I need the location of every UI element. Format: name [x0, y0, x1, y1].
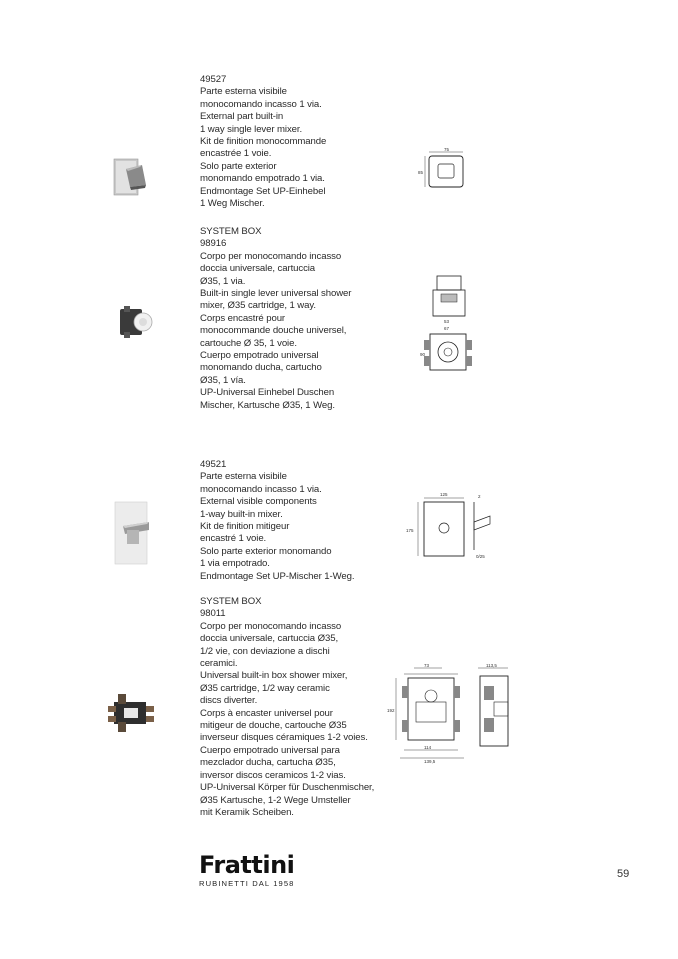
- text-line: 1/2 vie, con deviazione a dischi: [200, 645, 330, 657]
- text-line: Cuerpo empotrado universal: [200, 350, 319, 362]
- dim-label: 53: [444, 319, 450, 324]
- technical-drawing-98916: [418, 272, 480, 382]
- text-line: discs diverter.: [200, 695, 258, 707]
- text-line: Solo parte exterior: [200, 160, 277, 172]
- text-line: Endmontage Set UP-Einhebel: [200, 185, 326, 197]
- text-line: External part built-in: [200, 111, 284, 123]
- product-49521-description: [200, 459, 375, 583]
- text-line: ceramici.: [200, 658, 238, 670]
- text-line: encastrée 1 voie.: [200, 148, 272, 160]
- text-line: Parte esterna visibile: [200, 86, 287, 98]
- text-line: monomando empotrado 1 via.: [200, 173, 325, 185]
- product-code: 98011: [200, 608, 226, 620]
- text-line: mit Keramik Scheiben.: [200, 806, 294, 818]
- text-line: Endmontage Set UP-Mischer 1-Weg.: [200, 570, 355, 582]
- text-line: inverseur disques céramiques 1-2 voies.: [200, 732, 368, 744]
- dim-label: 90: [420, 352, 426, 357]
- text-line: Ø35, 1 vía.: [200, 374, 246, 386]
- text-line: mixer, Ø35 cartridge, 1 way.: [200, 300, 316, 312]
- brand-name: Frattini: [199, 851, 295, 879]
- product-code: 49527: [200, 74, 227, 85]
- text-line: Mischer, Kartusche Ø35, 1 Weg.: [200, 399, 335, 411]
- product-series: SYSTEM BOX: [200, 226, 262, 237]
- text-line: Ø35, 1 via.: [200, 275, 246, 287]
- text-line: UP-Universal Körper für Duschenmischer,: [200, 782, 375, 794]
- product-49527-description: [200, 74, 375, 210]
- product-98916-description: [200, 226, 375, 412]
- product-photo-49521: [113, 500, 153, 566]
- dim-label: 192: [387, 708, 395, 713]
- text-line: Corpo per monocomando incasso: [200, 250, 342, 262]
- technical-drawing-49521: [404, 490, 494, 562]
- dim-label: 73: [424, 663, 430, 668]
- technical-drawing-98011: [386, 662, 510, 766]
- brand-logo: [199, 852, 294, 888]
- dim-label: 0/25: [476, 554, 485, 559]
- text-line: Parte esterna visibile: [200, 471, 287, 483]
- text-line: Kit de finition mitigeur: [200, 521, 290, 533]
- text-line: inversor discos ceramicos 1-2 vias.: [200, 769, 346, 781]
- page-number: 59: [617, 868, 630, 880]
- text-line: mitigeur de douche, cartouche Ø35: [200, 720, 347, 732]
- text-line: UP-Universal Einhebel Duschen: [200, 387, 335, 399]
- text-line: mezclador ducha, cartucha Ø35,: [200, 757, 336, 769]
- dim-label: 113,5: [486, 663, 497, 668]
- text-line: Solo parte exterior monomando: [200, 545, 332, 557]
- product-photo-98011: [108, 690, 156, 736]
- text-line: Ø35 cartridge, 1/2 way ceramic: [200, 682, 330, 694]
- text-line: Corpo per monocomando incasso: [200, 620, 342, 632]
- text-line: External visible components: [200, 496, 317, 508]
- dim-label: 125: [440, 492, 448, 497]
- text-line: doccia universale, cartuccia: [200, 263, 316, 275]
- product-code: 49521: [200, 459, 227, 470]
- text-line: 1 via empotrado.: [200, 558, 270, 570]
- brand-tagline: RUBINETTI DAL 1958: [199, 879, 295, 888]
- product-code: 98916: [200, 238, 227, 250]
- product-photo-49527: [112, 155, 154, 199]
- product-series: SYSTEM BOX: [200, 596, 262, 607]
- text-line: Corps à encaster universel pour: [200, 707, 333, 719]
- text-line: Universal built-in box shower mixer,: [200, 670, 348, 682]
- text-line: monomando ducha, cartucho: [200, 362, 322, 374]
- product-98011-description: [200, 596, 375, 819]
- dim-label: 85: [418, 170, 424, 175]
- text-line: 1-way built-in mixer.: [200, 508, 283, 520]
- dim-label: 75: [444, 147, 450, 152]
- product-photo-98916: [116, 305, 156, 339]
- dim-label: 114: [424, 745, 432, 750]
- text-line: monocomando incasso 1 via.: [200, 483, 322, 495]
- dim-label: 2: [478, 494, 481, 499]
- text-line: encastré 1 voie.: [200, 533, 267, 545]
- text-line: monocomando incasso 1 via.: [200, 98, 322, 110]
- text-line: 1 way single lever mixer.: [200, 123, 303, 135]
- technical-drawing-49527: [416, 146, 468, 196]
- text-line: Ø35 Kartusche, 1-2 Wege Umsteller: [200, 794, 351, 806]
- text-line: Kit de finition monocommande: [200, 136, 327, 148]
- text-line: Cuerpo empotrado universal para: [200, 744, 340, 756]
- dim-label: 175: [406, 528, 414, 533]
- text-line: doccia universale, cartuccia Ø35,: [200, 633, 339, 645]
- text-line: monocommande douche universel,: [200, 325, 347, 337]
- text-line: Corps encastré pour: [200, 312, 286, 324]
- text-line: 1 Weg Mischer.: [200, 198, 265, 210]
- dim-label: 139,5: [424, 759, 436, 764]
- dim-label: 67: [444, 326, 450, 331]
- text-line: Built-in single lever universal shower: [200, 288, 352, 300]
- text-line: cartouche Ø 35, 1 voie.: [200, 337, 297, 349]
